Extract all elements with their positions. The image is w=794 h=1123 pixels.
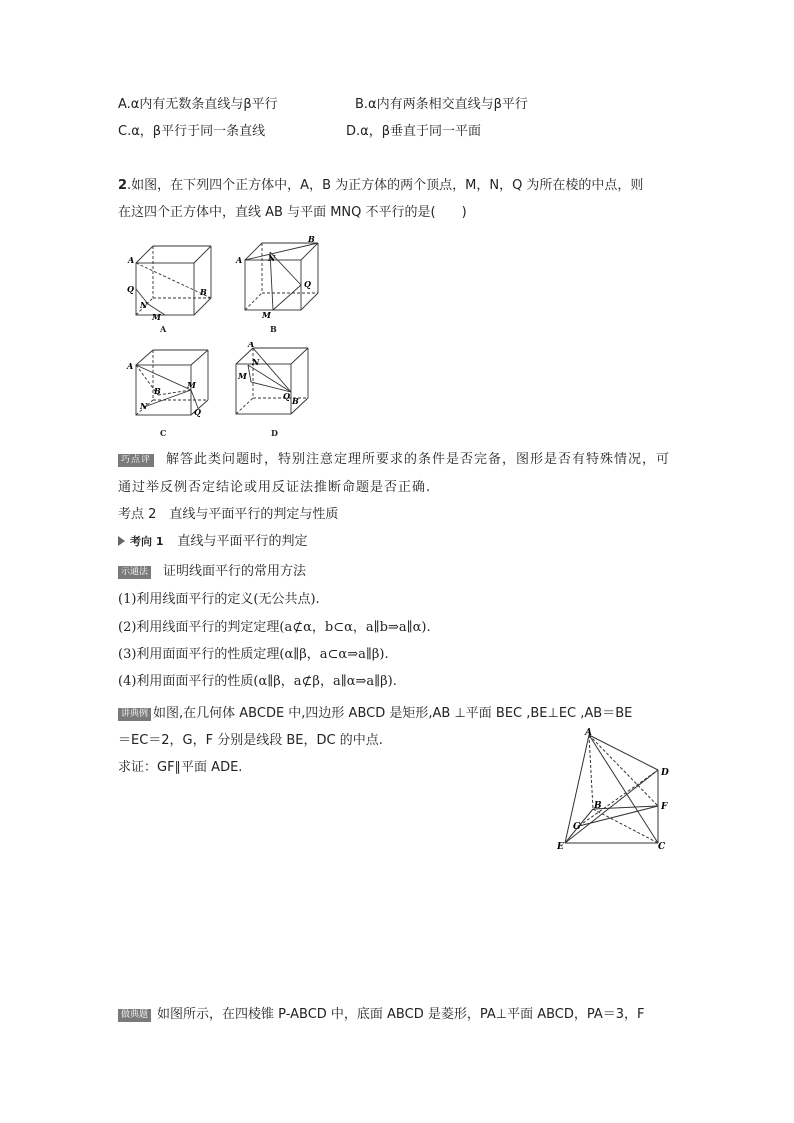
- label-q: Q: [194, 407, 201, 417]
- label-b: B: [200, 287, 207, 297]
- label-g: G: [573, 822, 581, 832]
- method-title: 证明线面平行的常用方法: [163, 564, 307, 579]
- cube-figure-d: [228, 342, 328, 427]
- label-m: M: [152, 312, 161, 320]
- option-b: B.α内有两条相交直线与β平行: [355, 97, 528, 112]
- label-n: N: [268, 253, 276, 263]
- comment-line-1: [118, 451, 670, 469]
- section-heading: 考点 2 直线与平面平行的判定与性质: [118, 507, 339, 522]
- question-2-text: .如图，在下列四个正方体中，A，B 为正方体的两个顶点，M，N，Q 为所在棱的中点，则: [127, 178, 644, 193]
- caption-a: A: [160, 324, 167, 334]
- label-b: B: [594, 801, 602, 811]
- option-d: D.α，β垂直于同一平面: [346, 124, 482, 139]
- practice-text: 如图所示，在四棱锥 P-ABCD 中，底面 ABCD 是菱形，PA⊥平面 ABCD，PA＝3，F: [157, 1007, 645, 1022]
- caption-b: B: [270, 324, 277, 334]
- solid-figure-abcde: [555, 725, 685, 855]
- label-b: B: [292, 396, 299, 406]
- method-item: (4)利用面面平行的性质(α∥β，a⊄β，a∥α⇒a∥β).: [118, 674, 397, 689]
- question-number: 2: [118, 178, 128, 193]
- example-line-1: [118, 705, 632, 723]
- direction-row: [118, 533, 308, 551]
- comment-tag: 巧点评: [118, 454, 154, 467]
- example-tag: 讲典例: [118, 708, 151, 721]
- label-a: A: [248, 342, 255, 349]
- comment-line-2: 通过举反例否定结论或用反证法推断命题是否正确.: [118, 480, 432, 495]
- cube-figure-a: [118, 238, 218, 320]
- label-q: Q: [127, 284, 134, 294]
- label-a: A: [127, 361, 134, 371]
- direction-tag: 考向 1: [130, 535, 164, 548]
- label-n: N: [140, 300, 148, 310]
- label-a: A: [128, 255, 135, 265]
- option-c: C.α，β平行于同一条直线: [118, 124, 266, 139]
- label-a: A: [236, 255, 243, 265]
- cube-figure-b: [230, 235, 325, 320]
- question-2-line-2: 在这四个正方体中，直线 AB 与平面 MNQ 不平行的是( ): [118, 205, 467, 220]
- label-a: A: [585, 728, 592, 738]
- caption-d: D: [271, 428, 278, 438]
- triangle-icon: [118, 536, 125, 546]
- method-row: [118, 563, 306, 581]
- practice-line-1: [118, 1006, 645, 1024]
- question-2-line-1: [118, 177, 643, 195]
- label-d: D: [661, 768, 669, 778]
- example-prove: 求证：GF∥平面 ADE.: [118, 760, 243, 775]
- label-q: Q: [304, 279, 311, 289]
- label-b: B: [154, 386, 161, 396]
- method-item: (1)利用线面平行的定义(无公共点).: [118, 592, 320, 607]
- label-c: C: [658, 842, 666, 852]
- comment-text: 解答此类问题时，特别注意定理所要求的条件是否完备，图形是否有特殊情况，可: [166, 452, 671, 467]
- label-n: N: [140, 401, 148, 411]
- example-line-2: ＝EC＝2，G，F 分别是线段 BE，DC 的中点.: [118, 733, 383, 748]
- option-a: A.α内有无数条直线与β平行: [118, 97, 278, 112]
- method-tag: 示通法: [118, 566, 151, 579]
- label-f: F: [661, 802, 668, 812]
- cube-figure-c: [118, 345, 218, 425]
- method-item: (3)利用面面平行的性质定理(α∥β，a⊂α⇒a∥β).: [118, 647, 389, 662]
- label-m: M: [238, 371, 247, 381]
- example-text: 如图,在几何体 ABCDE 中,四边形 ABCD 是矩形,AB ⊥平面 BEC ,BE⊥EC ,AB＝BE: [153, 706, 633, 721]
- label-e: E: [557, 842, 564, 852]
- direction-title: 直线与平面平行的判定: [177, 534, 308, 549]
- label-b: B: [308, 235, 315, 244]
- method-item: (2)利用线面平行的判定定理(a⊄α，b⊂α，a∥b⇒a∥α).: [118, 620, 431, 635]
- caption-c: C: [160, 428, 167, 438]
- label-m: M: [187, 380, 196, 390]
- label-q: Q: [283, 391, 290, 401]
- label-n: N: [252, 357, 260, 367]
- label-m: M: [262, 310, 271, 320]
- practice-tag: 做典题: [118, 1009, 151, 1022]
